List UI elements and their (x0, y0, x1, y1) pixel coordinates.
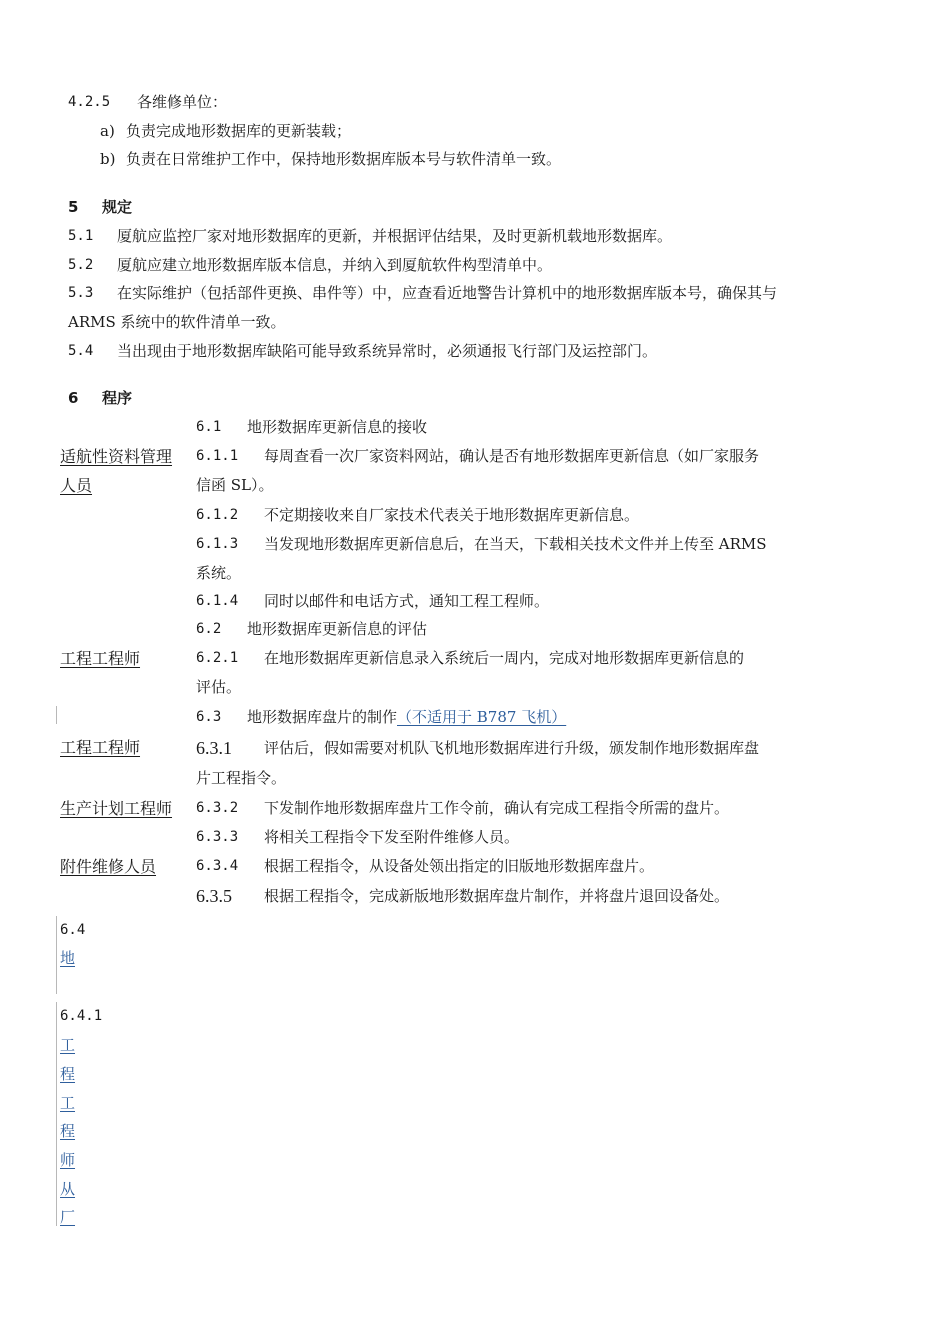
clause-5-4-text: 当出现由于地形数据库缺陷可能导致系统异常时，必须通报飞行部门及运控部门。 (117, 342, 658, 360)
step-6-2-1-text: 在地形数据库更新信息录入系统后一周内，完成对地形数据库更新信息的 (264, 649, 745, 667)
subsection-6-2-number: 6.2 (196, 621, 222, 637)
list-item-text: 负责完成地形数据库的更新装载； (126, 122, 352, 140)
section-6-number: 6 (68, 389, 79, 407)
step-6-4-1-char: 工 (60, 1036, 76, 1054)
step-6-3-1-number: 6.3.1 (196, 738, 232, 758)
section-6-title: 程序 (102, 389, 133, 407)
step-6-2-1-number: 6.2.1 (196, 650, 239, 666)
section-5-title: 规定 (102, 198, 133, 216)
step-6-2-1-text-continued: 评估。 (196, 678, 242, 696)
subsection-6-1-title: 地形数据库更新信息的接收 (247, 418, 428, 436)
role-label-production-planning-engineer: 生产计划工程师 (60, 799, 173, 818)
subsection-6-2-title: 地形数据库更新信息的评估 (247, 620, 428, 638)
subsection-6-3-title (247, 710, 566, 725)
role-label-airworthiness-data-manager-line2: 人员 (60, 476, 93, 495)
step-6-3-1-text: 评估后，假如需要对机队飞机地形数据库进行升级，颁发制作地形数据库盘 (264, 739, 760, 757)
role-label-engineering-engineer: 工程工程师 (60, 738, 141, 757)
clause-5-3-number: 5.3 (68, 285, 94, 301)
step-6-4-1-char: 从 (60, 1180, 76, 1198)
subsection-6-1-number: 6.1 (196, 419, 222, 435)
step-6-1-1-text: 每周查看一次厂家资料网站，确认是否有地形数据库更新信息（如厂家服务 (264, 447, 760, 465)
subsection-6-3-applicability-note: （不适用于 B787 飞机） (397, 708, 567, 726)
role-label-airworthiness-data-manager: 适航性资料管理 (60, 447, 173, 466)
step-6-3-2-number: 6.3.2 (196, 800, 239, 816)
section-5-number: 5 (68, 198, 79, 216)
step-6-3-4-number: 6.3.4 (196, 858, 239, 874)
list-item-marker: b) (100, 150, 116, 168)
step-6-1-4-text: 同时以邮件和电话方式，通知工程工程师。 (264, 592, 550, 610)
step-6-3-3-text: 将相关工程指令下发至附件维修人员。 (264, 828, 520, 846)
step-6-4-1-char: 程 (60, 1122, 76, 1140)
step-6-3-1-text-continued: 片工程指令。 (196, 769, 287, 787)
clause-5-4-number: 5.4 (68, 343, 94, 359)
step-6-4-1-char: 工 (60, 1094, 76, 1112)
section-4-2-5-number: 4.2.5 (68, 94, 111, 110)
role-label-engineering-engineer: 工程工程师 (60, 649, 141, 668)
step-6-4-1-char: 程 (60, 1065, 76, 1083)
list-item-marker: a) (100, 122, 115, 140)
clause-5-1-text: 厦航应监控厂家对地形数据库的更新，并根据评估结果，及时更新机载地形数据库。 (117, 227, 673, 245)
step-6-1-1-text-continued: 信函 SL）。 (196, 476, 274, 494)
section-4-2-5-title: 各维修单位： (137, 93, 228, 111)
clause-5-2-text: 厦航应建立地形数据库版本信息，并纳入到厦航软件构型清单中。 (117, 256, 553, 274)
clause-5-3-text-continued: ARMS 系统中的软件清单一致。 (68, 313, 286, 331)
step-6-4-1-char: 厂 (60, 1208, 76, 1226)
subsection-6-4-title: 地 (60, 949, 76, 967)
clause-5-2-number: 5.2 (68, 257, 94, 273)
step-6-1-2-text: 不定期接收来自厂家技术代表关于地形数据库更新信息。 (264, 506, 640, 524)
narrow-column-border (56, 1002, 57, 1226)
subsection-6-4-number: 6.4 (60, 922, 86, 938)
subsection-6-3-title-text: 地形数据库盘片的制作 (247, 708, 398, 726)
step-6-3-3-number: 6.3.3 (196, 829, 239, 845)
subsection-6-3-number: 6.3 (196, 709, 222, 725)
revision-bar (56, 706, 57, 724)
step-6-3-5-number: 6.3.5 (196, 886, 232, 906)
step-6-4-1-char: 师 (60, 1151, 76, 1169)
step-6-1-1-number: 6.1.1 (196, 448, 239, 464)
step-6-1-4-number: 6.1.4 (196, 593, 239, 609)
narrow-column-border (56, 916, 57, 994)
step-6-3-4-text: 根据工程指令，从设备处领出指定的旧版地形数据库盘片。 (264, 857, 655, 875)
step-6-1-2-number: 6.1.2 (196, 507, 239, 523)
role-label-accessory-maintenance-staff: 附件维修人员 (60, 857, 157, 876)
step-6-1-3-text-continued: 系统。 (196, 564, 242, 582)
clause-5-1-number: 5.1 (68, 228, 94, 244)
step-6-1-3-text: 当发现地形数据库更新信息后，在当天，下载相关技术文件并上传至 ARMS (264, 535, 767, 553)
step-6-1-3-number: 6.1.3 (196, 536, 239, 552)
step-6-3-2-text: 下发制作地形数据库盘片工作令前，确认有完成工程指令所需的盘片。 (264, 799, 730, 817)
step-6-3-5-text: 根据工程指令，完成新版地形数据库盘片制作，并将盘片退回设备处。 (264, 887, 730, 905)
clause-5-3-text: 在实际维护（包括部件更换、串件等）中，应查看近地警告计算机中的地形数据库版本号，确保其与 (117, 284, 778, 302)
step-6-4-1-number: 6.4.1 (60, 1008, 103, 1024)
list-item-text: 负责在日常维护工作中，保持地形数据库版本号与软件清单一致。 (126, 150, 562, 168)
